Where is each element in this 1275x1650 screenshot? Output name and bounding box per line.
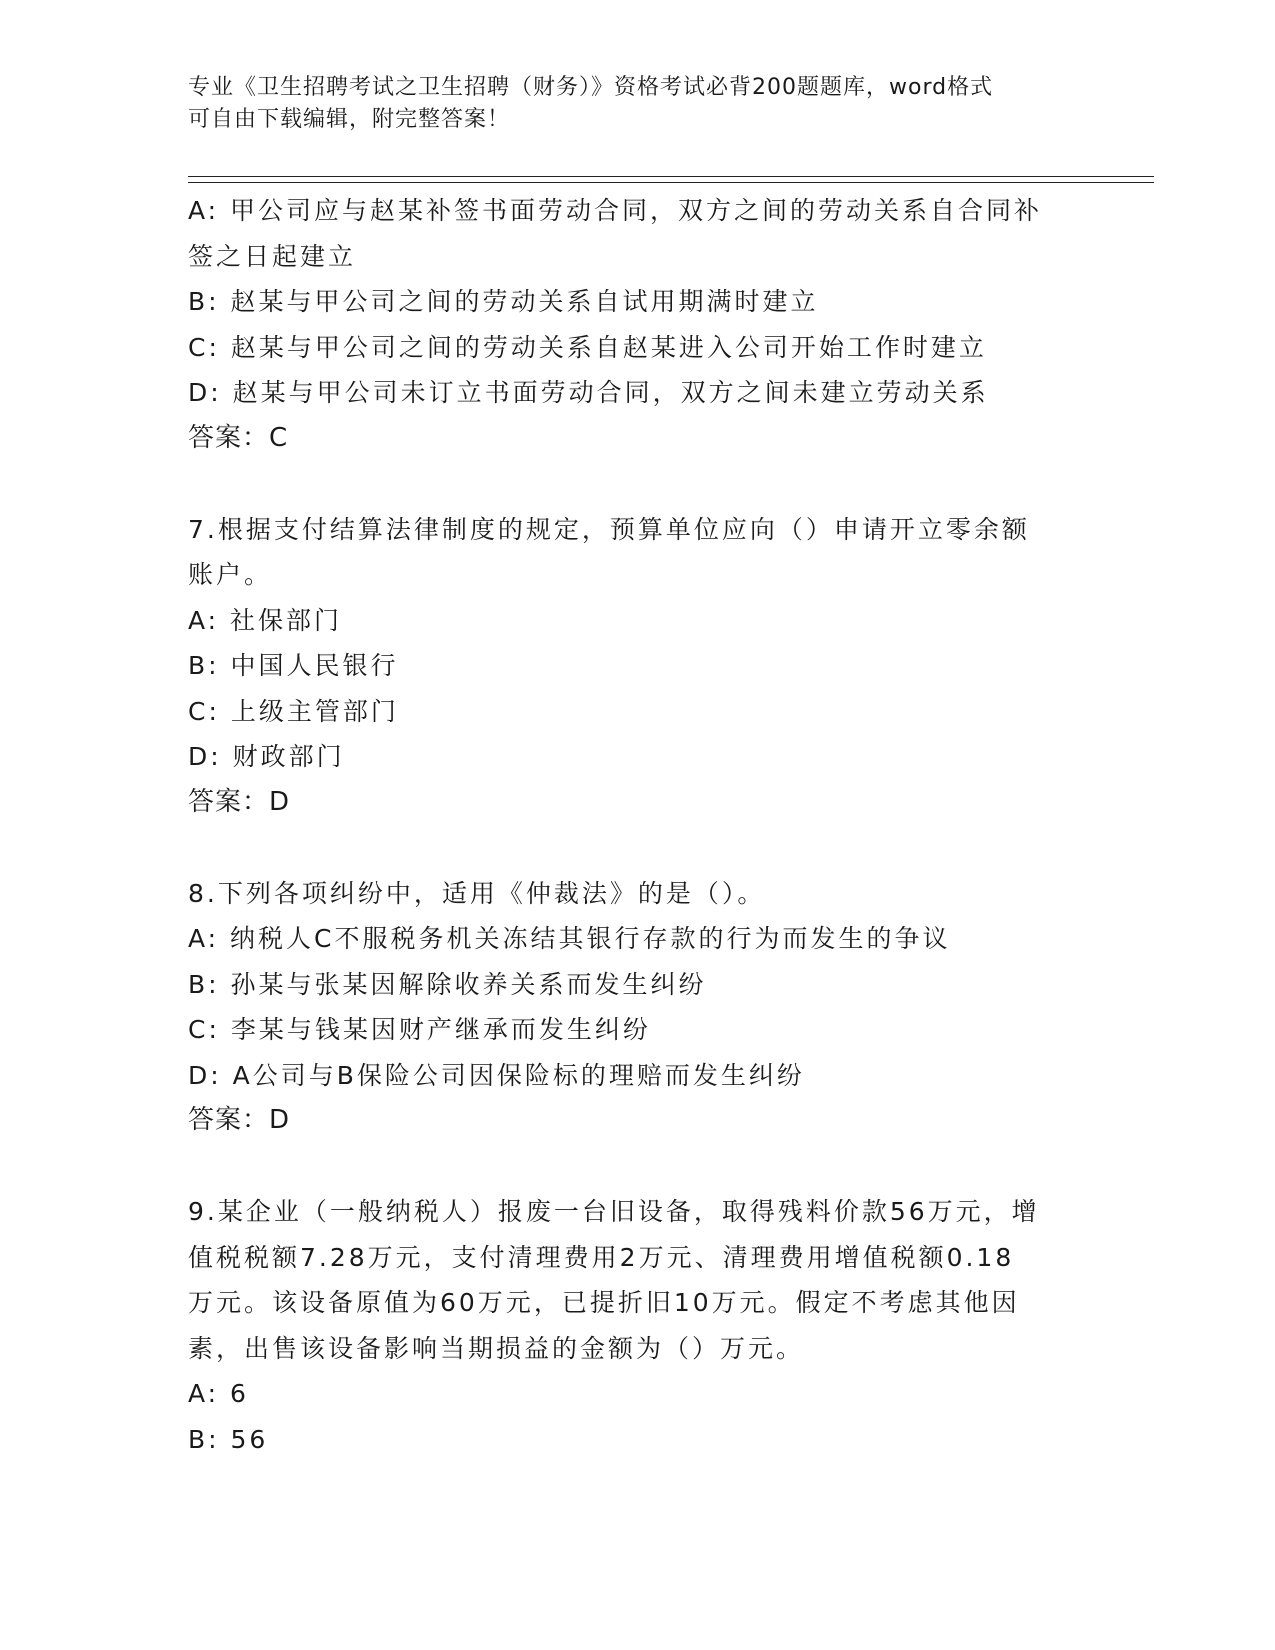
answer: 答案：C: [188, 422, 289, 453]
option-d: D: 财政部门: [188, 742, 345, 771]
option-b: B: 56: [188, 1424, 269, 1454]
option-d: D: A公司与B保险公司因保险标的理赔而发生纠纷: [188, 1060, 805, 1090]
question-8: [188, 871, 1088, 1144]
question-stem-continued: 素，出售该设备影响当期损益的金额为（）万元。: [188, 1333, 805, 1363]
header-rule-top: [188, 176, 1154, 177]
question-content: [188, 188, 1088, 1462]
option-c: C: 李某与钱某因财产继承而发生纠纷: [188, 1015, 651, 1044]
option-a: A: 6: [188, 1379, 249, 1408]
option-b: B: 中国人民银行: [188, 651, 399, 680]
answer: 答案：D: [188, 786, 291, 817]
option-a: A: 甲公司应与赵某补签书面劳动合同，双方之间的劳动关系自合同补: [188, 196, 1043, 225]
document-header: [188, 72, 1068, 136]
answer: 答案：D: [188, 1105, 291, 1135]
question-stem-continued: 值税税额7.28万元，支付清理费用2万元、清理费用增值税额0.18: [188, 1242, 1015, 1272]
question-stem-continued: 万元。该设备原值为60万元，已提折旧10万元。假定不考虑其他因: [188, 1288, 1020, 1317]
option-c: C: 上级主管部门: [188, 696, 399, 726]
option-a-continued: 签之日起建立: [188, 241, 357, 271]
question-stem: 8.下列各项纠纷中，适用《仲裁法》的是（）。: [188, 878, 766, 908]
option-b: B: 孙某与张某因解除收养关系而发生纠纷: [188, 969, 707, 999]
option-c: C: 赵某与甲公司之间的劳动关系自赵某进入公司开始工作时建立: [188, 332, 987, 362]
header-line-2: 可自由下载编辑，附完整答案！: [188, 107, 511, 132]
option-a: A: 社保部门: [188, 605, 343, 635]
question-stem: 9.某企业（一般纳税人）报废一台旧设备，取得残料价款56万元，增: [188, 1197, 1040, 1226]
question-6-options: [188, 188, 1088, 461]
question-9: [188, 1189, 1088, 1462]
question-stem: 7.根据支付结算法律制度的规定，预算单位应向（）申请开立零余额: [188, 514, 1030, 544]
option-d: D: 赵某与甲公司未订立书面劳动合同，双方之间未建立劳动关系: [188, 378, 989, 407]
option-b: B: 赵某与甲公司之间的劳动关系自试用期满时建立: [188, 287, 819, 316]
option-a: A: 纳税人C不服税务机关冻结其银行存款的行为而发生的争议: [188, 924, 951, 953]
header-rule-bottom: [188, 182, 1154, 183]
header-line-1: 专业《卫生招聘考试之卫生招聘（财务）》资格考试必背200题题库，word格式: [188, 75, 994, 100]
question-stem-continued: 账户。: [188, 560, 273, 589]
question-7: [188, 507, 1088, 826]
